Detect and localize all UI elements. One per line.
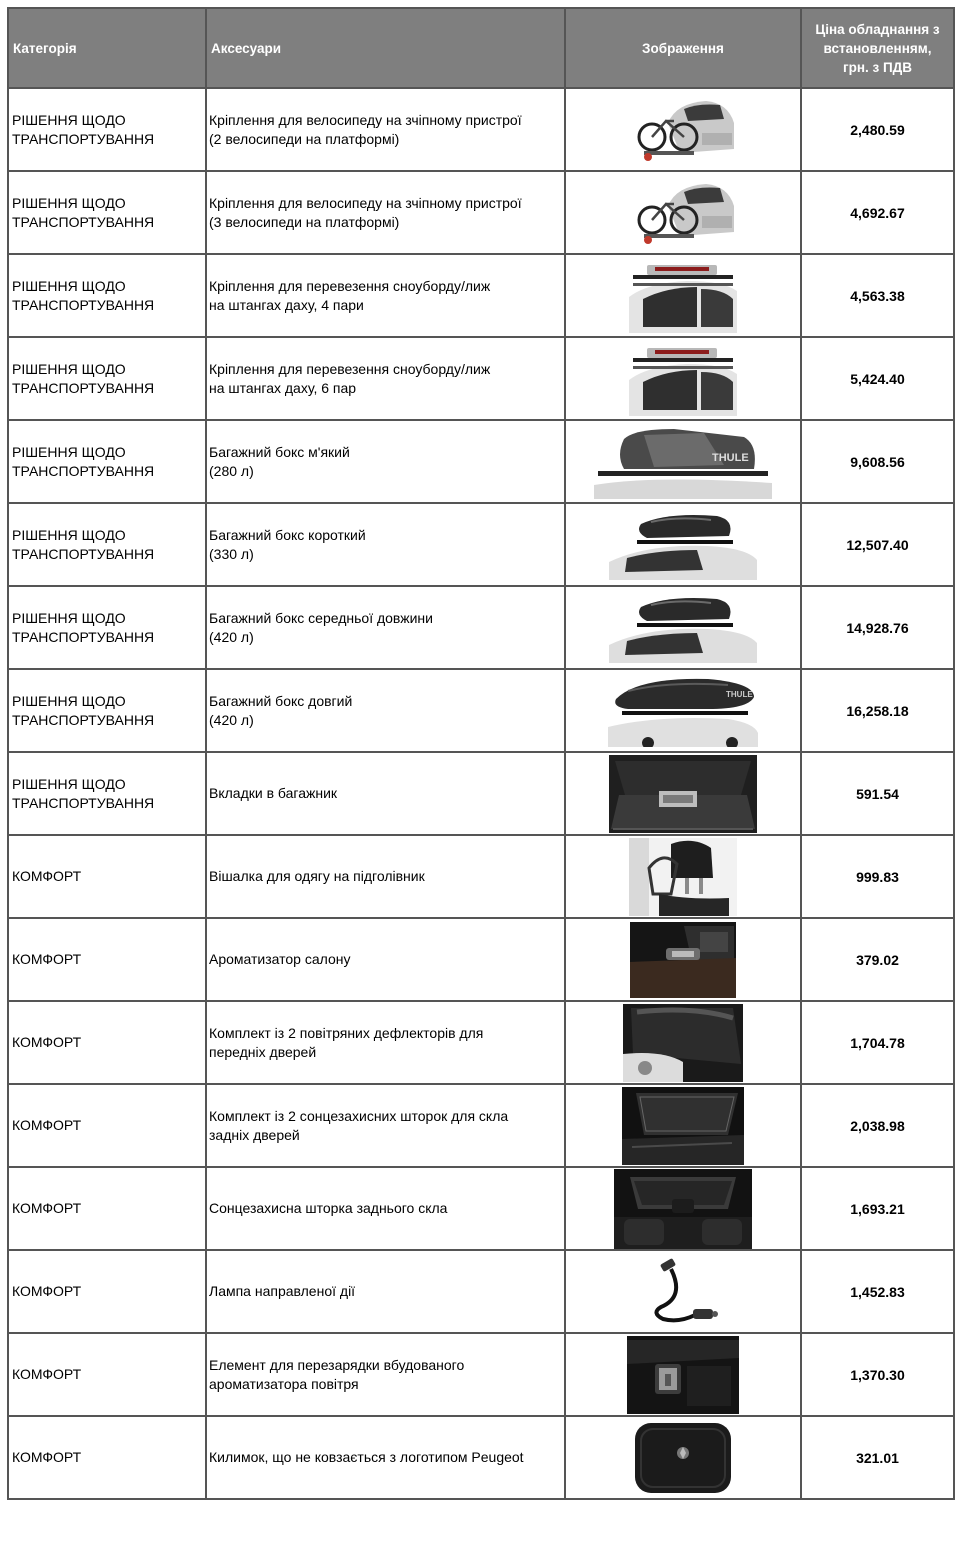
table-row bbox=[8, 1167, 954, 1250]
accessory-name-line-1: Багажний бокс довгий bbox=[209, 692, 353, 709]
price-cell: 5,424.40 bbox=[801, 337, 954, 420]
accessory-name-line-2: (420 л) bbox=[209, 628, 254, 645]
accessory-cell bbox=[206, 420, 565, 503]
roof-box-icon bbox=[607, 593, 759, 663]
image-cell bbox=[565, 918, 801, 1001]
category-cell bbox=[8, 171, 206, 254]
price-cell: 4,563.38 bbox=[801, 254, 954, 337]
rear-sunshade-icon bbox=[614, 1169, 752, 1249]
price-cell: 1,704.78 bbox=[801, 1001, 954, 1084]
accessory-name-line-1: Кріплення для перевезення сноуборду/лиж bbox=[209, 360, 491, 377]
category-cell bbox=[8, 752, 206, 835]
ski-rack-icon bbox=[627, 340, 739, 418]
accessory-name-line-2: передніх дверей bbox=[209, 1043, 317, 1060]
accessory-name-line-1: Вішалка для одягу на підголівник bbox=[209, 868, 425, 884]
category-line-2: ТРАНСПОРТУВАННЯ bbox=[12, 628, 155, 645]
category-cell bbox=[8, 337, 206, 420]
image-cell bbox=[565, 420, 801, 503]
category-line-1: РІШЕННЯ ЩОДО bbox=[12, 609, 126, 626]
accessory-cell bbox=[206, 586, 565, 669]
category-line-1: РІШЕННЯ ЩОДО bbox=[12, 111, 126, 128]
ski-rack-icon bbox=[627, 257, 739, 335]
image-cell bbox=[565, 254, 801, 337]
long-roof-box-icon bbox=[608, 675, 758, 747]
category-line-1: РІШЕННЯ ЩОДО bbox=[12, 360, 126, 377]
price-cell: 591.54 bbox=[801, 752, 954, 835]
image-cell bbox=[565, 503, 801, 586]
table-row bbox=[8, 835, 954, 918]
freshener-refill-icon bbox=[627, 1336, 739, 1414]
price-cell: 2,038.98 bbox=[801, 1084, 954, 1167]
category-cell bbox=[8, 1333, 206, 1416]
non-slip-mat-icon bbox=[629, 1419, 737, 1497]
accessory-name-line-1: Багажний бокс м'який bbox=[209, 443, 350, 460]
category-cell bbox=[8, 503, 206, 586]
header-accessory: Аксесуари bbox=[206, 8, 565, 88]
category-cell bbox=[8, 420, 206, 503]
bike-carrier-icon bbox=[628, 93, 738, 167]
svg-text:THULE: THULE bbox=[712, 451, 749, 464]
accessory-cell bbox=[206, 254, 565, 337]
table-row bbox=[8, 503, 954, 586]
accessory-cell bbox=[206, 918, 565, 1001]
accessory-name-line-2: (330 л) bbox=[209, 545, 254, 562]
accessory-name-line-1: Сонцезахисна шторка заднього скла bbox=[209, 1200, 448, 1216]
accessory-cell bbox=[206, 1001, 565, 1084]
accessory-cell bbox=[206, 1084, 565, 1167]
reading-lamp-icon bbox=[645, 1257, 721, 1327]
soft-roof-bag-icon bbox=[594, 425, 772, 499]
bike-carrier-icon bbox=[628, 176, 738, 250]
category-line-1: РІШЕННЯ ЩОДО bbox=[12, 775, 126, 792]
table-row bbox=[8, 1084, 954, 1167]
category-line-1: КОМФОРТ bbox=[12, 1366, 82, 1382]
price-cell: 1,693.21 bbox=[801, 1167, 954, 1250]
category-cell bbox=[8, 1416, 206, 1499]
price-cell: 321.01 bbox=[801, 1416, 954, 1499]
trunk-liner-icon bbox=[609, 755, 757, 833]
image-cell bbox=[565, 669, 801, 752]
price-cell: 1,452.83 bbox=[801, 1250, 954, 1333]
accessory-name-line-1: Елемент для перезарядки вбудованого bbox=[209, 1356, 465, 1373]
table-row bbox=[8, 88, 954, 171]
category-cell bbox=[8, 918, 206, 1001]
svg-text:THULE: THULE bbox=[726, 689, 753, 699]
category-cell bbox=[8, 254, 206, 337]
category-line-1: РІШЕННЯ ЩОДО bbox=[12, 194, 126, 211]
category-line-1: КОМФОРТ bbox=[12, 1200, 82, 1216]
category-cell bbox=[8, 88, 206, 171]
category-line-2: ТРАНСПОРТУВАННЯ bbox=[12, 711, 155, 728]
header-price-line-2: встановленням, bbox=[823, 40, 932, 56]
table-row bbox=[8, 420, 954, 503]
accessory-name-line-1: Лампа направленої дії bbox=[209, 1283, 356, 1299]
image-cell bbox=[565, 835, 801, 918]
category-cell bbox=[8, 669, 206, 752]
accessory-name-line-1: Багажний бокс короткий bbox=[209, 526, 366, 543]
accessory-name-line-2: (3 велосипеди на платформі) bbox=[209, 213, 400, 230]
category-line-2: ТРАНСПОРТУВАННЯ bbox=[12, 296, 155, 313]
image-cell bbox=[565, 752, 801, 835]
category-line-1: РІШЕННЯ ЩОДО bbox=[12, 443, 126, 460]
accessory-cell bbox=[206, 171, 565, 254]
category-line-1: КОМФОРТ bbox=[12, 1449, 82, 1465]
headrest-hanger-icon bbox=[629, 838, 737, 916]
accessory-cell bbox=[206, 503, 565, 586]
category-cell bbox=[8, 1167, 206, 1250]
table-row bbox=[8, 337, 954, 420]
price-cell: 1,370.30 bbox=[801, 1333, 954, 1416]
header-price-line-1: Ціна обладнання з bbox=[815, 21, 940, 37]
accessory-cell bbox=[206, 1250, 565, 1333]
category-line-1: КОМФОРТ bbox=[12, 868, 82, 884]
category-cell bbox=[8, 1250, 206, 1333]
price-cell: 999.83 bbox=[801, 835, 954, 918]
price-cell: 4,692.67 bbox=[801, 171, 954, 254]
table-row bbox=[8, 171, 954, 254]
accessory-name-line-1: Багажний бокс середньої довжини bbox=[209, 609, 433, 626]
accessory-name-line-1: Килимок, що не ковзається з логотипом Peugeot bbox=[209, 1449, 524, 1465]
accessory-cell bbox=[206, 1333, 565, 1416]
category-cell bbox=[8, 1001, 206, 1084]
price-cell: 16,258.18 bbox=[801, 669, 954, 752]
category-line-2: ТРАНСПОРТУВАННЯ bbox=[12, 130, 155, 147]
header-price bbox=[801, 8, 954, 88]
accessory-cell bbox=[206, 1416, 565, 1499]
accessories-table bbox=[7, 7, 955, 1500]
category-line-1: КОМФОРТ bbox=[12, 1034, 82, 1050]
accessory-name-line-1: Кріплення для велосипеду на зчіпному пристрої bbox=[209, 194, 522, 211]
accessory-name-line-1: Вкладки в багажник bbox=[209, 785, 338, 801]
table-row bbox=[8, 669, 954, 752]
accessory-name-line-2: на штангах даху, 6 пар bbox=[209, 379, 357, 396]
image-cell bbox=[565, 586, 801, 669]
category-line-1: КОМФОРТ bbox=[12, 1283, 82, 1299]
category-cell bbox=[8, 1084, 206, 1167]
accessory-name-line-1: Кріплення для велосипеду на зчіпному пристрої bbox=[209, 111, 522, 128]
price-cell: 2,480.59 bbox=[801, 88, 954, 171]
image-cell bbox=[565, 337, 801, 420]
side-sunshade-icon bbox=[622, 1087, 744, 1165]
accessory-cell bbox=[206, 835, 565, 918]
air-freshener-icon bbox=[630, 922, 736, 998]
accessory-name-line-2: ароматизатора повітря bbox=[209, 1375, 359, 1392]
table-header-row bbox=[8, 8, 954, 88]
image-cell bbox=[565, 1167, 801, 1250]
table-row bbox=[8, 918, 954, 1001]
category-cell bbox=[8, 586, 206, 669]
table-row bbox=[8, 1333, 954, 1416]
accessory-cell bbox=[206, 669, 565, 752]
accessory-name-line-1: Комплект із 2 повітряних дефлекторів для bbox=[209, 1024, 484, 1041]
table-row bbox=[8, 1001, 954, 1084]
header-image: Зображення bbox=[565, 8, 801, 88]
accessory-name-line-2: (280 л) bbox=[209, 462, 254, 479]
category-line-1: РІШЕННЯ ЩОДО bbox=[12, 526, 126, 543]
accessory-cell bbox=[206, 337, 565, 420]
accessory-cell bbox=[206, 752, 565, 835]
image-cell bbox=[565, 1416, 801, 1499]
image-cell bbox=[565, 1250, 801, 1333]
price-cell: 9,608.56 bbox=[801, 420, 954, 503]
table-body bbox=[8, 88, 954, 1499]
table-row bbox=[8, 1416, 954, 1499]
category-line-2: ТРАНСПОРТУВАННЯ bbox=[12, 545, 155, 562]
category-line-1: РІШЕННЯ ЩОДО bbox=[12, 277, 126, 294]
price-cell: 12,507.40 bbox=[801, 503, 954, 586]
accessory-name-line-1: Ароматизатор салону bbox=[209, 951, 351, 967]
image-cell bbox=[565, 1333, 801, 1416]
category-line-1: КОМФОРТ bbox=[12, 1117, 82, 1133]
table-row bbox=[8, 586, 954, 669]
accessory-name-line-2: (420 л) bbox=[209, 711, 254, 728]
price-cell: 379.02 bbox=[801, 918, 954, 1001]
accessory-name-line-2: на штангах даху, 4 пари bbox=[209, 296, 364, 313]
image-cell bbox=[565, 171, 801, 254]
accessories-sheet bbox=[7, 7, 953, 1500]
category-line-2: ТРАНСПОРТУВАННЯ bbox=[12, 462, 155, 479]
wind-deflector-icon bbox=[623, 1004, 743, 1082]
category-line-1: КОМФОРТ bbox=[12, 951, 82, 967]
image-cell bbox=[565, 88, 801, 171]
image-cell bbox=[565, 1001, 801, 1084]
category-line-2: ТРАНСПОРТУВАННЯ bbox=[12, 213, 155, 230]
table-row bbox=[8, 752, 954, 835]
category-line-2: ТРАНСПОРТУВАННЯ bbox=[12, 379, 155, 396]
header-category: Категорія bbox=[8, 8, 206, 88]
header-price-line-3: грн. з ПДВ bbox=[842, 59, 913, 75]
accessory-name-line-1: Комплект із 2 сонцезахисних шторок для скла bbox=[209, 1107, 509, 1124]
accessory-name-line-1: Кріплення для перевезення сноуборду/лиж bbox=[209, 277, 491, 294]
table-row bbox=[8, 254, 954, 337]
category-cell bbox=[8, 835, 206, 918]
category-line-1: РІШЕННЯ ЩОДО bbox=[12, 692, 126, 709]
accessory-name-line-2: задніх дверей bbox=[209, 1126, 300, 1143]
accessory-name-line-2: (2 велосипеди на платформі) bbox=[209, 130, 400, 147]
price-cell: 14,928.76 bbox=[801, 586, 954, 669]
table-row bbox=[8, 1250, 954, 1333]
accessory-cell bbox=[206, 1167, 565, 1250]
category-line-2: ТРАНСПОРТУВАННЯ bbox=[12, 794, 155, 811]
accessory-cell bbox=[206, 88, 565, 171]
roof-box-icon bbox=[607, 510, 759, 580]
image-cell bbox=[565, 1084, 801, 1167]
